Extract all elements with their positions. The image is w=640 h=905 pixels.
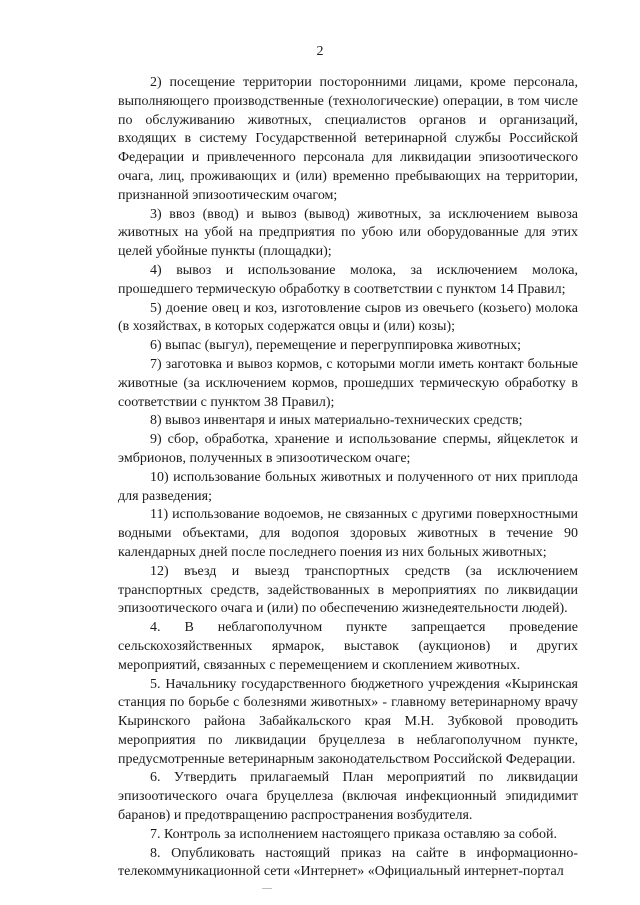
- paragraph-item-9: 9) сбор, обработка, хранение и использование спермы, яйцеклеток и эмбрионов, полученных в эпизоотическом очаге;: [118, 432, 578, 466]
- scan-artifact: [262, 888, 272, 889]
- paragraph-item-7: 7) заготовка и вывоз кормов, с которыми могли иметь контакт больные животные (за исключением кормов, прошедших термическую обработку в соответствии с пунктом 38 Правил);: [118, 356, 578, 410]
- paragraph-section-8: 8. Опубликовать настоящий приказ на сайте в информационно-телекоммуникационной сети «Интернет» «Официальный интернет-портал: [118, 845, 578, 880]
- paragraph-item-2: 2) посещение территории посторонними лицами, кроме персонала, выполняющего производственные (технологические) операции, в том числе по обслуживанию животных, специалистов органов и организаций, входящих в систему Государственной ветеринарной службы Российской Федерации и привлеченного персонала для ликвидации эпизоотического очага, лиц, проживающих и (или) временно пребывающих на территории, признанной эпизоотическим очагом;: [118, 75, 578, 203]
- paragraph-item-10: 10) использование больных животных и полученного от них приплода для разведения;: [118, 469, 578, 504]
- paragraph-item-8: 8) вывоз инвентаря и иных материально-технических средств;: [150, 413, 523, 429]
- paragraph-section-5: 5. Начальнику государственного бюджетного учреждения «Кыринская станция по борьбе с болезнями животных» - главному ветеринарному врачу Кыринского района Забайкальского края М.Н. Зубковой проводить мероприятия по ликвидации бруцеллеза в неблагополучном пункте, предусмотренные ветеринарным законодательством Российской Федерации.: [118, 676, 578, 767]
- paragraph-section-7: 7. Контроль за исполнением настоящего приказа оставляю за собой.: [150, 826, 558, 842]
- paragraph-item-4: 4) вывоз и использование молока, за исключением молока, прошедшего термическую обработку в соответствии с пунктом 14 Правил;: [118, 262, 578, 297]
- paragraph-item-6: 6) выпас (выгул), перемещение и перегруппировка животных;: [150, 338, 521, 354]
- paragraph-section-4: 4. В неблагополучном пункте запрещается проведение сельскохозяйственных ярмарок, выставок (аукционов) и других мероприятий, связанных с перемещением и скоплением животных.: [118, 620, 578, 673]
- paragraph-item-3: 3) ввоз (ввод) и вывоз (вывод) животных, за исключением вывоза животных на убой на предприятия по убою или оборудованные для этих целей убойные пункты (площадки);: [118, 206, 578, 260]
- page-number: 2: [316, 44, 324, 59]
- paragraph-item-5: 5) доение овец и коз, изготовление сыров из овечьего (козьего) молока (в хозяйствах, в которых содержатся овцы и (или) козы);: [118, 300, 578, 335]
- paragraph-item-12: 12) въезд и выезд транспортных средств (за исключением транспортных средств, задействованных в мероприятиях по ликвидации эпизоотического очага и (или) по обеспечению жизнедеятельности людей).: [118, 563, 578, 617]
- document-body: [118, 74, 578, 882]
- paragraph-section-6: 6. Утвердить прилагаемый План мероприятий по ликвидации эпизоотического очага бруцеллеза (включая инфекционный эпидидимит баранов) и предотвращению распространения возбудителя.: [118, 770, 578, 824]
- paragraph-item-11: 11) использование водоемов, не связанных с другими поверхностными водными объектами, для водопоя здоровых животных в течение 90 календарных дней после последнего поения из них больных животных;: [118, 507, 578, 560]
